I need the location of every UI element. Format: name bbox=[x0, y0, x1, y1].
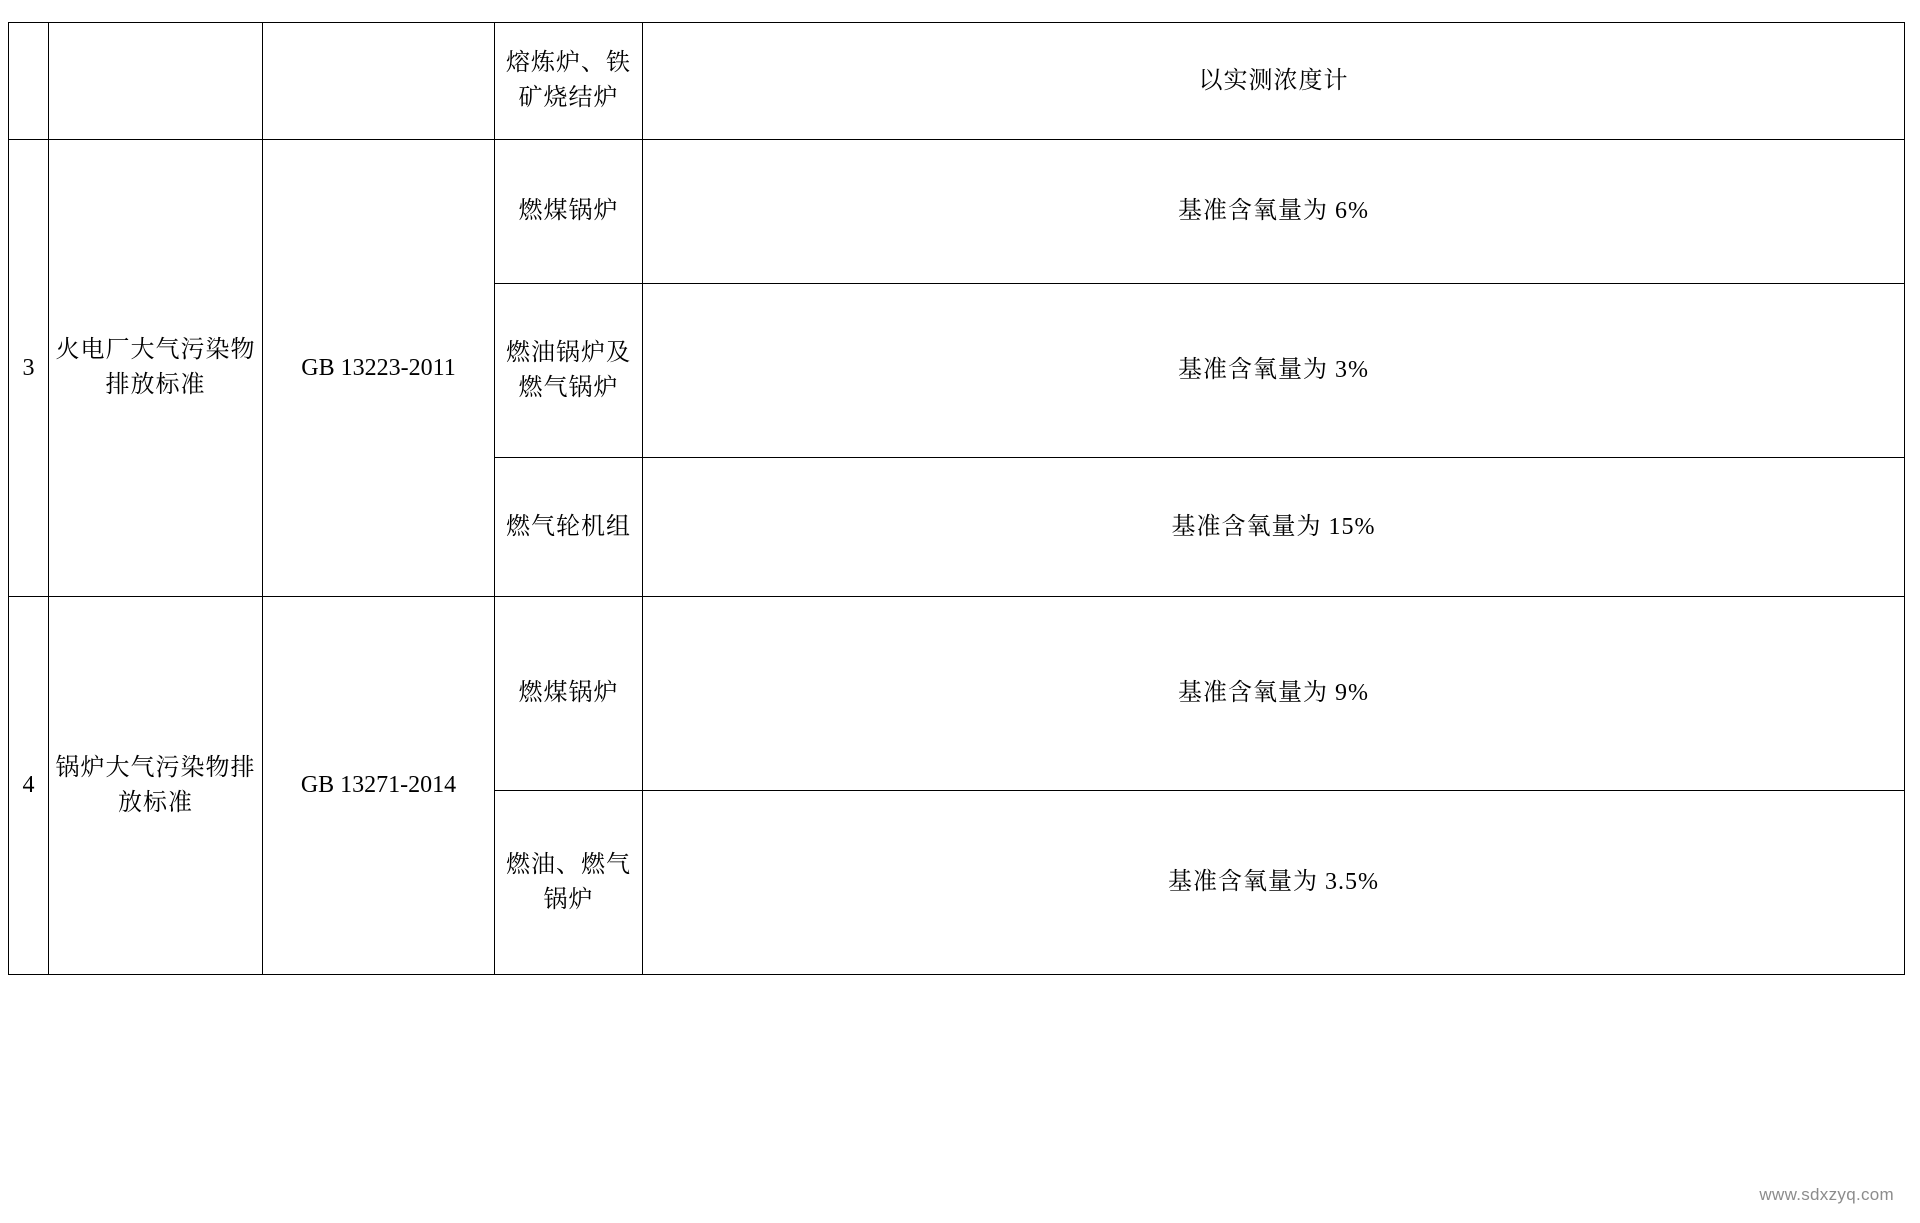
standard-code-cell: GB 13271-2014 bbox=[263, 597, 495, 975]
note-cell: 基准含氧量为 3% bbox=[643, 284, 1905, 458]
note-cell: 基准含氧量为 3.5% bbox=[643, 791, 1905, 975]
standard-name-cell: 火电厂大气污染物排放标准 bbox=[49, 140, 263, 597]
standard-name-cell: 锅炉大气污染物排放标准 bbox=[49, 597, 263, 975]
emission-standards-table bbox=[8, 22, 1905, 975]
device-cell: 燃气轮机组 bbox=[495, 458, 643, 597]
device-cell: 燃煤锅炉 bbox=[495, 140, 643, 284]
row-number-cell bbox=[9, 23, 49, 140]
table-row bbox=[9, 597, 1905, 791]
watermark-text: www.sdxzyq.com bbox=[1759, 1185, 1894, 1204]
note-cell: 基准含氧量为 6% bbox=[643, 140, 1905, 284]
row-number-cell: 4 bbox=[9, 597, 49, 975]
row-number-cell: 3 bbox=[9, 140, 49, 597]
device-cell: 燃油锅炉及燃气锅炉 bbox=[495, 284, 643, 458]
standard-name-cell bbox=[49, 23, 263, 140]
table-row bbox=[9, 140, 1905, 284]
note-cell: 基准含氧量为 15% bbox=[643, 458, 1905, 597]
table-row bbox=[9, 23, 1905, 140]
note-cell: 以实测浓度计 bbox=[643, 23, 1905, 140]
standard-code-cell bbox=[263, 23, 495, 140]
device-cell: 燃油、燃气锅炉 bbox=[495, 791, 643, 975]
device-cell: 熔炼炉、铁矿烧结炉 bbox=[495, 23, 643, 140]
device-cell: 燃煤锅炉 bbox=[495, 597, 643, 791]
standard-code-cell: GB 13223-2011 bbox=[263, 140, 495, 597]
note-cell: 基准含氧量为 9% bbox=[643, 597, 1905, 791]
